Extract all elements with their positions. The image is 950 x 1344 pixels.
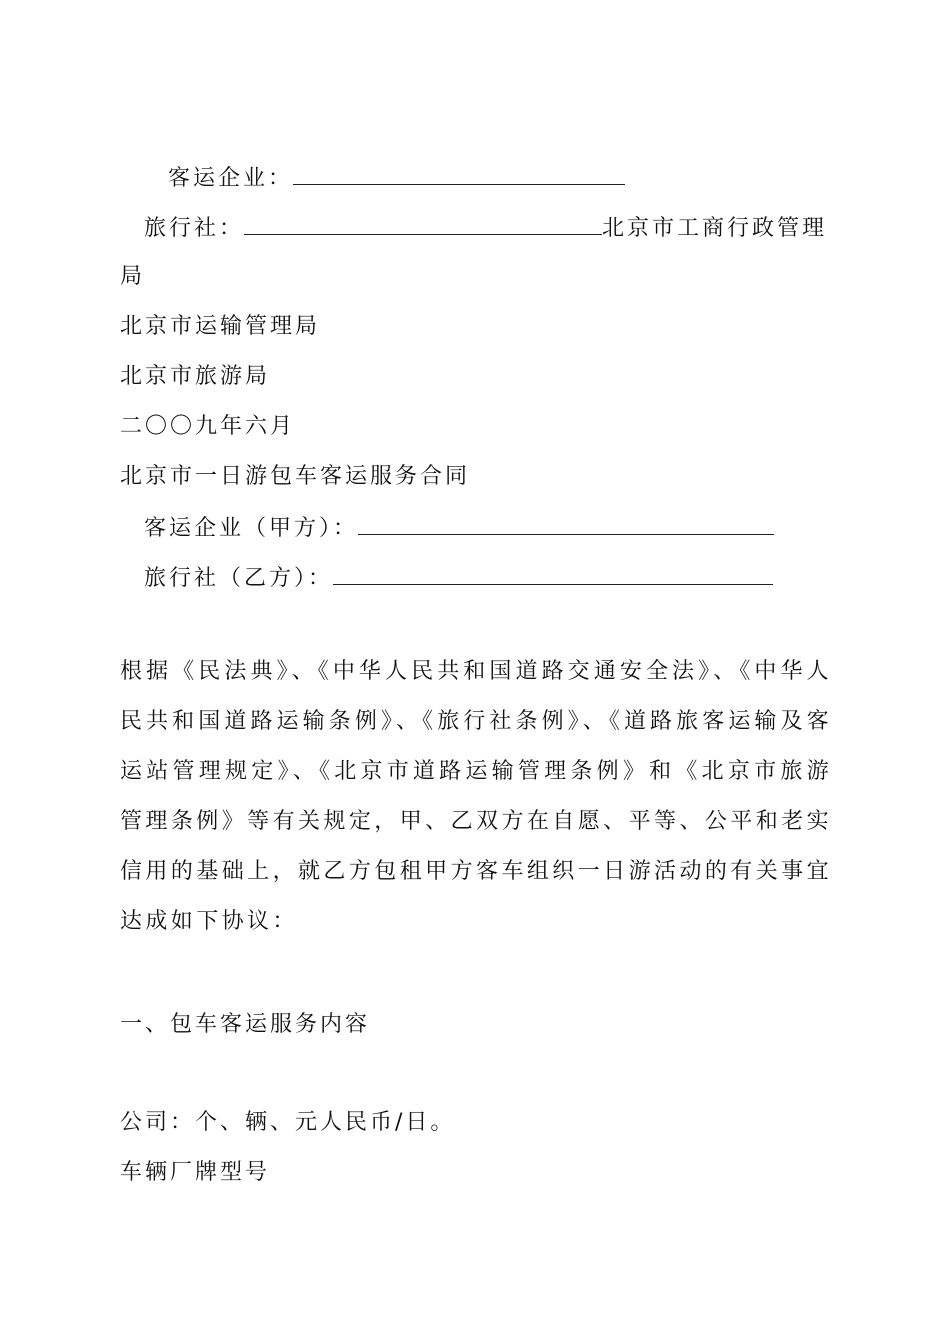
- issue-date: 二〇〇九年六月: [120, 414, 296, 439]
- party-a-blank[interactable]: [358, 512, 774, 535]
- company-blank[interactable]: [293, 162, 625, 185]
- issuer-tourism: 北京市旅游局: [120, 364, 271, 389]
- agency-blank[interactable]: [244, 212, 602, 235]
- party-b-blank[interactable]: [333, 562, 773, 585]
- issuer-commerce: 北京市工商行政管理: [602, 216, 828, 241]
- company-label: 客运企业：: [168, 166, 294, 191]
- contract-preamble: 根据《民法典》、《中华人民共和国道路交通安全法》、《中华人民共和国道路运输条例》、《旅行社条例》、《道路旅客运输及客运站管理规定》、《北京市道路运输管理条例》和《北京市旅游管理条例》等有关规定，甲、乙双方在自愿、平等、公平和老实信用的基础上，就乙方包租甲方客车组织一日游活动的有关事宜达成如下协议：: [120, 659, 832, 934]
- issuer-commerce-wrap: 局: [120, 264, 146, 289]
- issuer-transport: 北京市运输管理局: [120, 314, 321, 339]
- contract-title: 北京市一日游包车客运服务合同: [120, 464, 471, 489]
- party-b-label: 旅行社（乙方）：: [144, 566, 334, 591]
- agency-label: 旅行社：: [144, 216, 245, 241]
- party-b-field: [144, 562, 773, 594]
- company-field: [168, 162, 625, 194]
- party-a-label: 客运企业（甲方）：: [144, 516, 359, 541]
- company-vehicle-line: 公司：个、辆、元人民币/日。: [120, 1110, 456, 1135]
- party-a-field: [144, 512, 774, 544]
- section-1-title: 一、包车客运服务内容: [120, 1012, 371, 1037]
- agency-field: [144, 212, 827, 244]
- vehicle-model-line: 车辆厂牌型号: [120, 1160, 271, 1185]
